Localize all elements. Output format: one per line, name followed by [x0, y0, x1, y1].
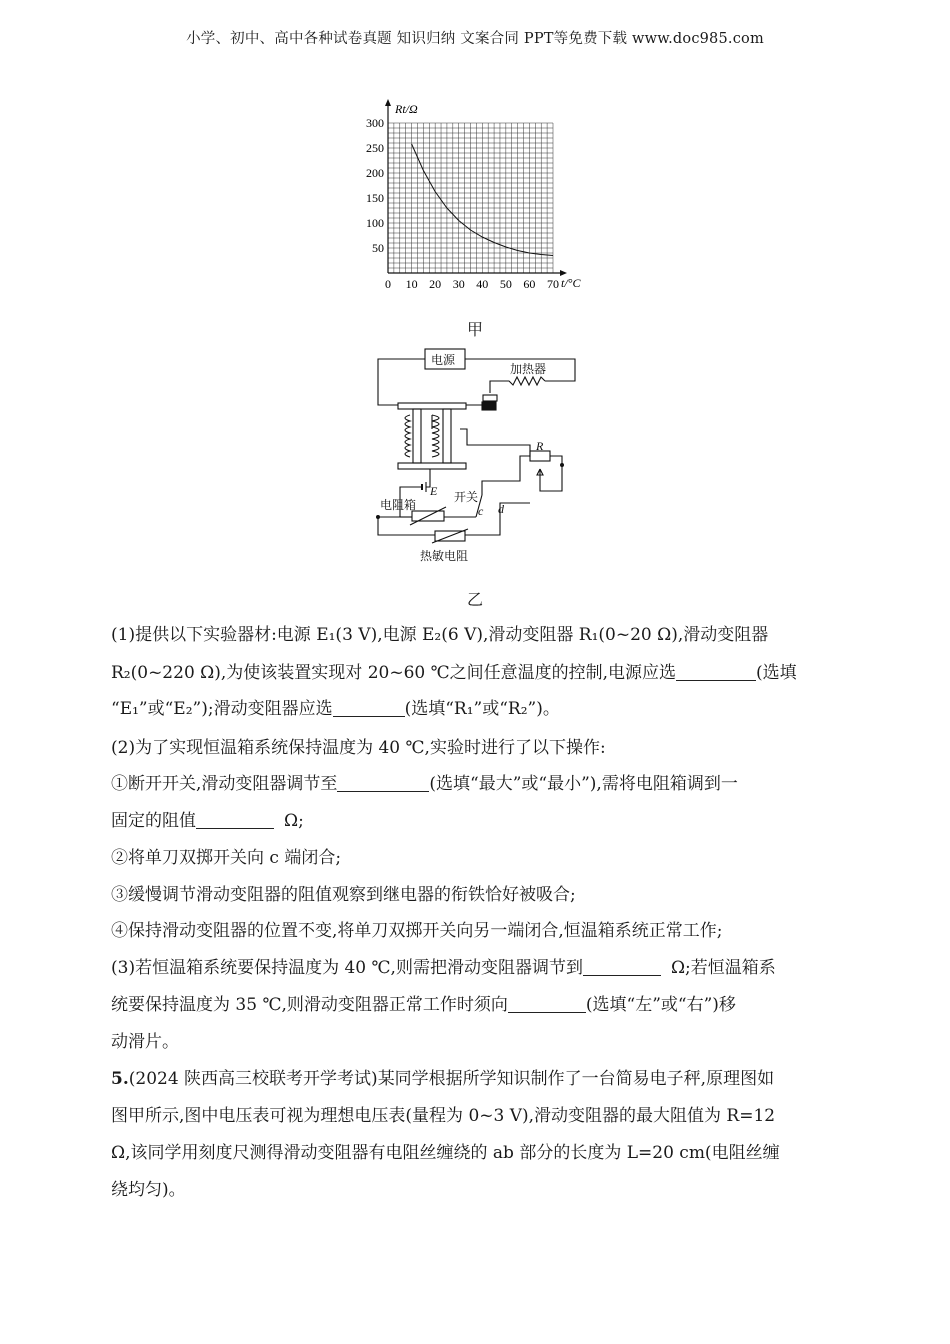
- rt-temperature-chart: [355, 95, 595, 300]
- q1-line2-text: R₂(0~220 Ω),为使该装置实现对 20~60 ℃之间任意温度的控制,电源应选: [111, 663, 677, 683]
- page-header: 小学、初中、高中各种试卷真题 知识归纳 文案合同 PPT等免费下载 www.doc985.com: [186, 31, 764, 47]
- q5-line4: 绕均匀)。: [111, 1180, 186, 1200]
- x-tick-label: 40: [476, 277, 489, 291]
- q2-step3: ③缓慢调节滑动变阻器的阻值观察到继电器的衔铁恰好被吸合;: [111, 885, 576, 905]
- answer-blank-box-value[interactable]: [196, 810, 274, 829]
- x-axis-label: t/°C: [561, 276, 581, 290]
- thermistor-label: 热敏电阻: [420, 549, 469, 563]
- x-tick-label: 60: [523, 277, 536, 291]
- q3-line1: [111, 953, 841, 978]
- answer-blank-max-min[interactable]: [337, 773, 429, 792]
- answer-blank-rheostat[interactable]: [333, 698, 405, 717]
- q1-line3-text: “E₁”或“E₂”);滑动变阻器应选: [111, 699, 333, 719]
- power-label: 电源: [431, 353, 456, 367]
- heater-label: 加热器: [510, 362, 547, 376]
- resistance-box-label: 电阻箱: [380, 498, 417, 512]
- heater-resistor: [490, 377, 545, 393]
- switch-label: 开关: [454, 490, 479, 504]
- y-tick-label: 200: [366, 166, 384, 180]
- y-tick-label: 150: [366, 191, 384, 205]
- q2-step4: ④保持滑动变阻器的位置不变,将单刀双掷开关向另一端闭合,恒温箱系统正常工作;: [111, 921, 723, 941]
- x-tick-label: 30: [452, 277, 465, 291]
- q2-step1-tail: (选填“最大”或“最小”),需将电阻箱调到一: [429, 774, 738, 794]
- figure-jia-caption: 甲: [467, 320, 484, 339]
- y-tick-label: 300: [366, 116, 384, 130]
- figure-yi-caption: 乙: [467, 590, 484, 609]
- q1-line1: (1)提供以下实验器材:电源 E₁(3 V),电源 E₂(6 V),滑动变阻器 R₁(0~20 Ω),滑动变阻器: [111, 625, 769, 645]
- q3-line3: 动滑片。: [111, 1032, 179, 1052]
- x-tick-label: 20: [429, 277, 442, 291]
- q1-line3-tail: (选填“R₁”或“R₂”)。: [404, 699, 560, 719]
- r-label: R: [536, 439, 544, 453]
- q5-line1-text: 某同学根据所学知识制作了一台简易电子秤,原理图如: [377, 1069, 775, 1089]
- c-terminal-label: c: [478, 504, 484, 518]
- answer-blank-rheostat-value[interactable]: [583, 957, 661, 976]
- x-tick-label: 10: [405, 277, 418, 291]
- y-tick-label: 250: [366, 141, 384, 155]
- q2-step1-line2-tail: Ω;: [284, 811, 304, 831]
- q5-line3: Ω,该同学用刻度尺测得滑动变阻器有电阻丝缠绕的 ab 部分的长度为 L=20 cm(电阻丝缠: [111, 1143, 780, 1163]
- d-terminal-label: d: [498, 502, 504, 516]
- spring: [405, 415, 410, 457]
- q1-line2-tail: (选填: [756, 663, 797, 683]
- q3-line2: [111, 990, 841, 1015]
- chart-axes: [385, 99, 567, 276]
- answer-blank-power[interactable]: [676, 662, 756, 681]
- y-axis-label: Rt/Ω: [395, 102, 418, 116]
- y-tick-label: 100: [366, 216, 384, 230]
- q2-step1-line2: [111, 806, 841, 831]
- q5-source: (2024 陕西高三校联考开学考试): [128, 1069, 378, 1089]
- q1-line3: [111, 694, 841, 719]
- q2-step1-line1: [111, 769, 841, 794]
- e-label: E: [430, 484, 438, 498]
- q3-line1-tail: Ω;若恒温箱系: [670, 958, 776, 978]
- relay-coil: [432, 415, 439, 457]
- q2-intro: (2)为了实现恒温箱系统保持温度为 40 ℃,实验时进行了以下操作:: [111, 738, 606, 758]
- q3-line1-text: (3)若恒温箱系统要保持温度为 40 ℃,则需把滑动变阻器调节到: [111, 958, 583, 978]
- q2-step1-text: ①断开开关,滑动变阻器调节至: [111, 774, 338, 794]
- q2-step1-line2-text: 固定的阻值: [111, 811, 196, 831]
- q1-line2: [111, 658, 841, 683]
- circuit-diagram: [370, 345, 585, 575]
- answer-blank-direction[interactable]: [508, 994, 586, 1013]
- q3-line2-tail: (选填“左”或“右”)移: [585, 995, 736, 1015]
- y-tick-label: 50: [372, 241, 384, 255]
- q5-line2: 图甲所示,图中电压表可视为理想电压表(量程为 0~3 V),滑动变阻器的最大阻值为 R=12: [111, 1106, 776, 1126]
- q3-line2-text: 统要保持温度为 35 ℃,则滑动变阻器正常工作时须向: [111, 995, 508, 1015]
- q5-number: 5.: [111, 1069, 129, 1089]
- q5-line1: [111, 1064, 841, 1089]
- x-tick-label: 70: [547, 277, 559, 291]
- x-tick-label: 50: [499, 277, 512, 291]
- q2-step2: ②将单刀双掷开关向 c 端闭合;: [111, 848, 342, 868]
- x-tick-label: 0: [385, 277, 391, 291]
